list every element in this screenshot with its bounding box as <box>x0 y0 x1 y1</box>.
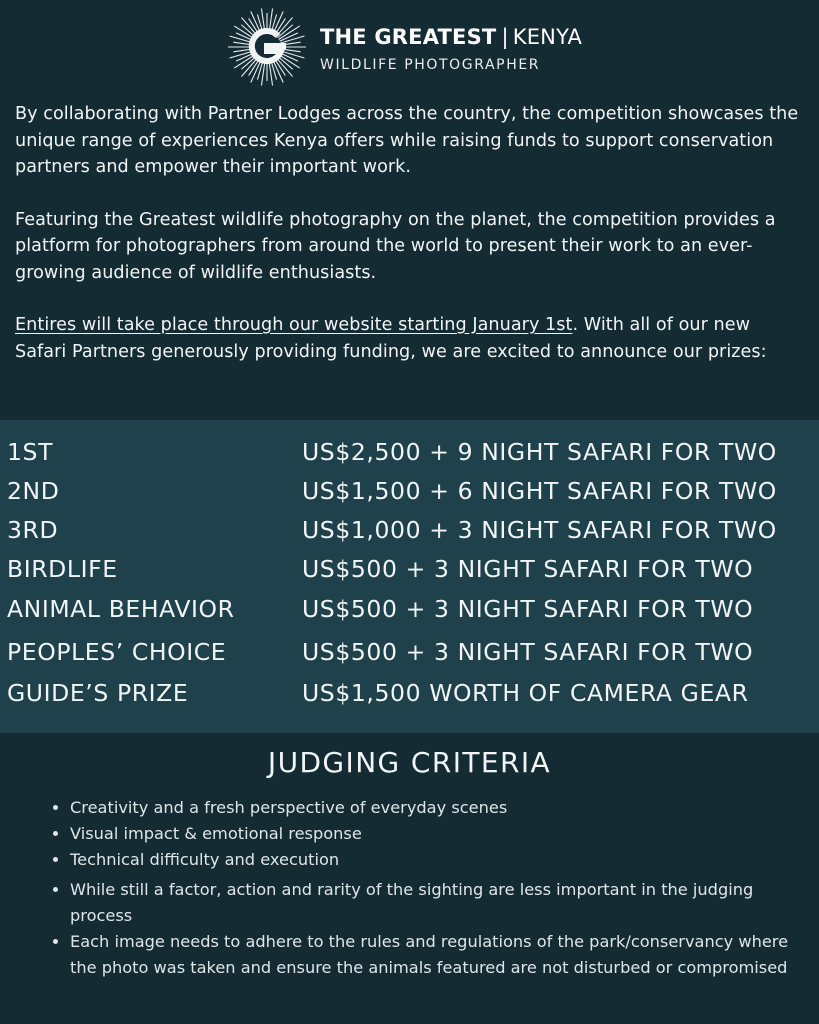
prize-label: ANIMAL BEHAVIOR <box>7 595 235 623</box>
brand-subtitle: WILDLIFE PHOTOGRAPHER <box>320 57 541 73</box>
intro-paragraph-3-rest: . With all of our new Safari Partners generously providing funding, we are excited to announce our prizes: <box>15 315 767 362</box>
intro-paragraph-3 <box>15 312 805 365</box>
prize-value: US$1,500 + 6 NIGHT SAFARI FOR TWO <box>302 477 777 505</box>
prize-label: GUIDE’S PRIZE <box>7 679 189 707</box>
criteria-item: • Technical difficulty and execution <box>70 847 790 873</box>
prize-value: US$1,000 + 3 NIGHT SAFARI FOR TWO <box>302 516 777 544</box>
prize-label: 2ND <box>7 477 60 505</box>
criteria-item: • While still a factor, action and rarity of the sighting are less important in the judging process <box>70 877 790 929</box>
prize-value: US$500 + 3 NIGHT SAFARI FOR TWO <box>302 595 754 623</box>
criteria-item: • Visual impact & emotional response <box>70 821 790 847</box>
prize-label: BIRDLIFE <box>7 555 118 583</box>
brand-title-main: THE GREATEST <box>320 25 497 49</box>
brand-title-separator: | <box>501 25 509 49</box>
intro-paragraph-1: By collaborating with Partner Lodges across the country, the competition showcases the unique range of experiences Kenya offers while raising funds to support conservation partners and empower their important work. <box>15 104 799 177</box>
prize-value: US$1,500 WORTH OF CAMERA GEAR <box>302 679 749 707</box>
prize-row <box>0 679 819 715</box>
prize-label: 3RD <box>7 516 59 544</box>
judging-criteria-list <box>48 795 790 981</box>
criteria-item: • Each image needs to adhere to the rules and regulations of the park/conservancy where the photo was taken and ensure the animals featured are not disturbed or compromised <box>70 929 790 981</box>
prize-row <box>0 516 819 552</box>
prize-value: US$500 + 3 NIGHT SAFARI FOR TWO <box>302 638 754 666</box>
prize-row <box>0 477 819 513</box>
prize-label: 1ST <box>7 438 54 466</box>
brand-title-country: KENYA <box>512 25 583 49</box>
prize-row <box>0 555 819 591</box>
prize-row <box>0 595 819 631</box>
judging-criteria-title: JUDGING CRITERIA <box>267 746 552 779</box>
prize-label: PEOPLES’ CHOICE <box>7 638 227 666</box>
entries-website-link[interactable]: Entires will take place through our website starting January 1st <box>15 315 573 335</box>
prize-row <box>0 438 819 474</box>
prizes-table <box>0 420 819 733</box>
intro-text <box>15 101 805 365</box>
prize-value: US$500 + 3 NIGHT SAFARI FOR TWO <box>302 555 754 583</box>
intro-paragraph-2: Featuring the Greatest wildlife photography on the planet, the competition provides a platform for photographers from around the world to present their work to an ever-growing audience of wildlife enthusiasts. <box>15 209 776 283</box>
criteria-item: • Creativity and a fresh perspective of everyday scenes <box>70 795 790 821</box>
prize-value: US$2,500 + 9 NIGHT SAFARI FOR TWO <box>302 438 777 466</box>
prize-row <box>0 638 819 674</box>
sunburst-g-logo-icon <box>226 6 308 88</box>
brand-header <box>226 6 606 88</box>
brand-title <box>320 25 582 49</box>
